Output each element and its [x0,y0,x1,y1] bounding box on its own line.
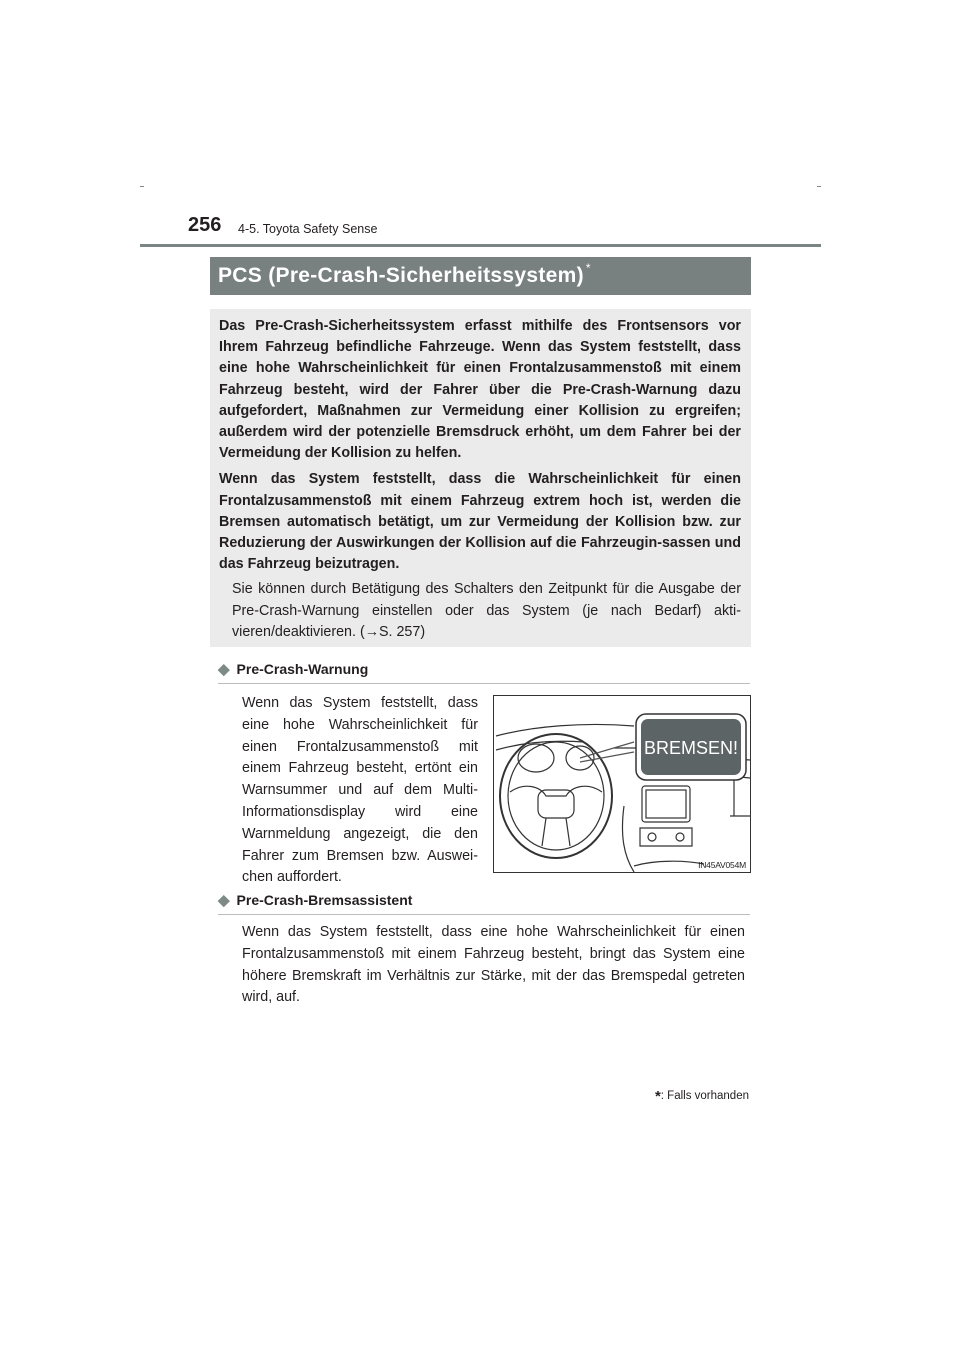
crop-mark-right [817,186,821,187]
intro-note: Sie können durch Betätigung des Schalters den Zeitpunkt für die Ausgabe der Pre-Crash-Warnung einstellen oder das System (je nach Bedarf) akti-vieren/deaktivieren. (→S. 257) [232,581,741,640]
footnote-text: : Falls vorhanden [660,1090,749,1102]
subheading-pre-crash-warnung [218,660,750,684]
page-title [210,257,751,295]
dashboard-illustration [493,695,751,873]
section-reference: 4-5. Toyota Safety Sense [238,222,378,236]
bremsen-display-text: BREMSEN! [643,738,739,758]
optional-marker: * [585,261,591,275]
intro-box [210,309,751,647]
subheading-label: Pre-Crash-Bremsassistent [236,892,413,908]
diamond-icon: ◆ [218,661,230,678]
footnote [655,1088,749,1105]
subheading-pre-crash-bremsassistent [218,891,750,915]
intro-paragraph-2: Wenn das System feststellt, dass die Wahrscheinlichkeit für einen Frontalzusammenstoß mit einem Fahrzeug extrem hoch ist, werden die Bremsen automatisch betätigt, um zur Vermeidung der Kollision bzw. zur Reduzierung der Auswirkungen der Kollision auf die Fahrzeugin-sassen und das Fahrzeug beizutragen. [219,471,741,573]
crop-mark-left [140,186,144,187]
asterisk-icon: * [654,1088,661,1105]
dashboard-drawing [494,696,752,874]
header-rule [140,244,821,247]
diamond-icon: ◆ [218,892,230,909]
subheading-label: Pre-Crash-Warnung [236,661,369,677]
intro-paragraph-1: Das Pre-Crash-Sicherheitssystem erfasst mithilfe des Frontsensors vor Ihrem Fahrzeug befindliche Fahrzeuge. Wenn das System feststellt, dass eine hohe Wahrscheinlichkeit für einen Frontalzusammenstoß mit einem Fahrzeug besteht, wird der Fahrer über die Pre-Crash-Warnung dazu aufgefordert, Maßnahmen zur Vermeidung einer Kollision zu ergreifen; außerdem wird der potenzielle Bremsdruck erhöht, um dem Fahrer bei der Vermeidung der Kollision zu helfen. [219,318,741,462]
page-number: 256 [188,214,222,236]
page-title-text: PCS (Pre-Crash-Sicherheitssystem) [218,264,584,287]
section-text-bremsassistent: Wenn das System feststellt, dass eine hohe Wahrscheinlichkeit für einen Frontalzusammenstoß mit einem Fahrzeug besteht, bringt das System eine höhere Bremskraft im Verhältnis zur Stärke, mit der das Bremspedal getreten wird, auf. [242,924,745,1006]
section-text-warnung: Wenn das System feststellt, dass eine hohe Wahrscheinlichkeit für einen Frontalzusammenstoß mit einem Fahrzeug besteht, ertönt ein Warnsummer und auf dem Multi-Informationsdisplay wird eine Warnmeldung angezeigt, die den Fahrer zum Bremsen bzw. Auswei-chen auffordert. [242,695,478,886]
illustration-code: IN45AV054M [698,860,746,870]
